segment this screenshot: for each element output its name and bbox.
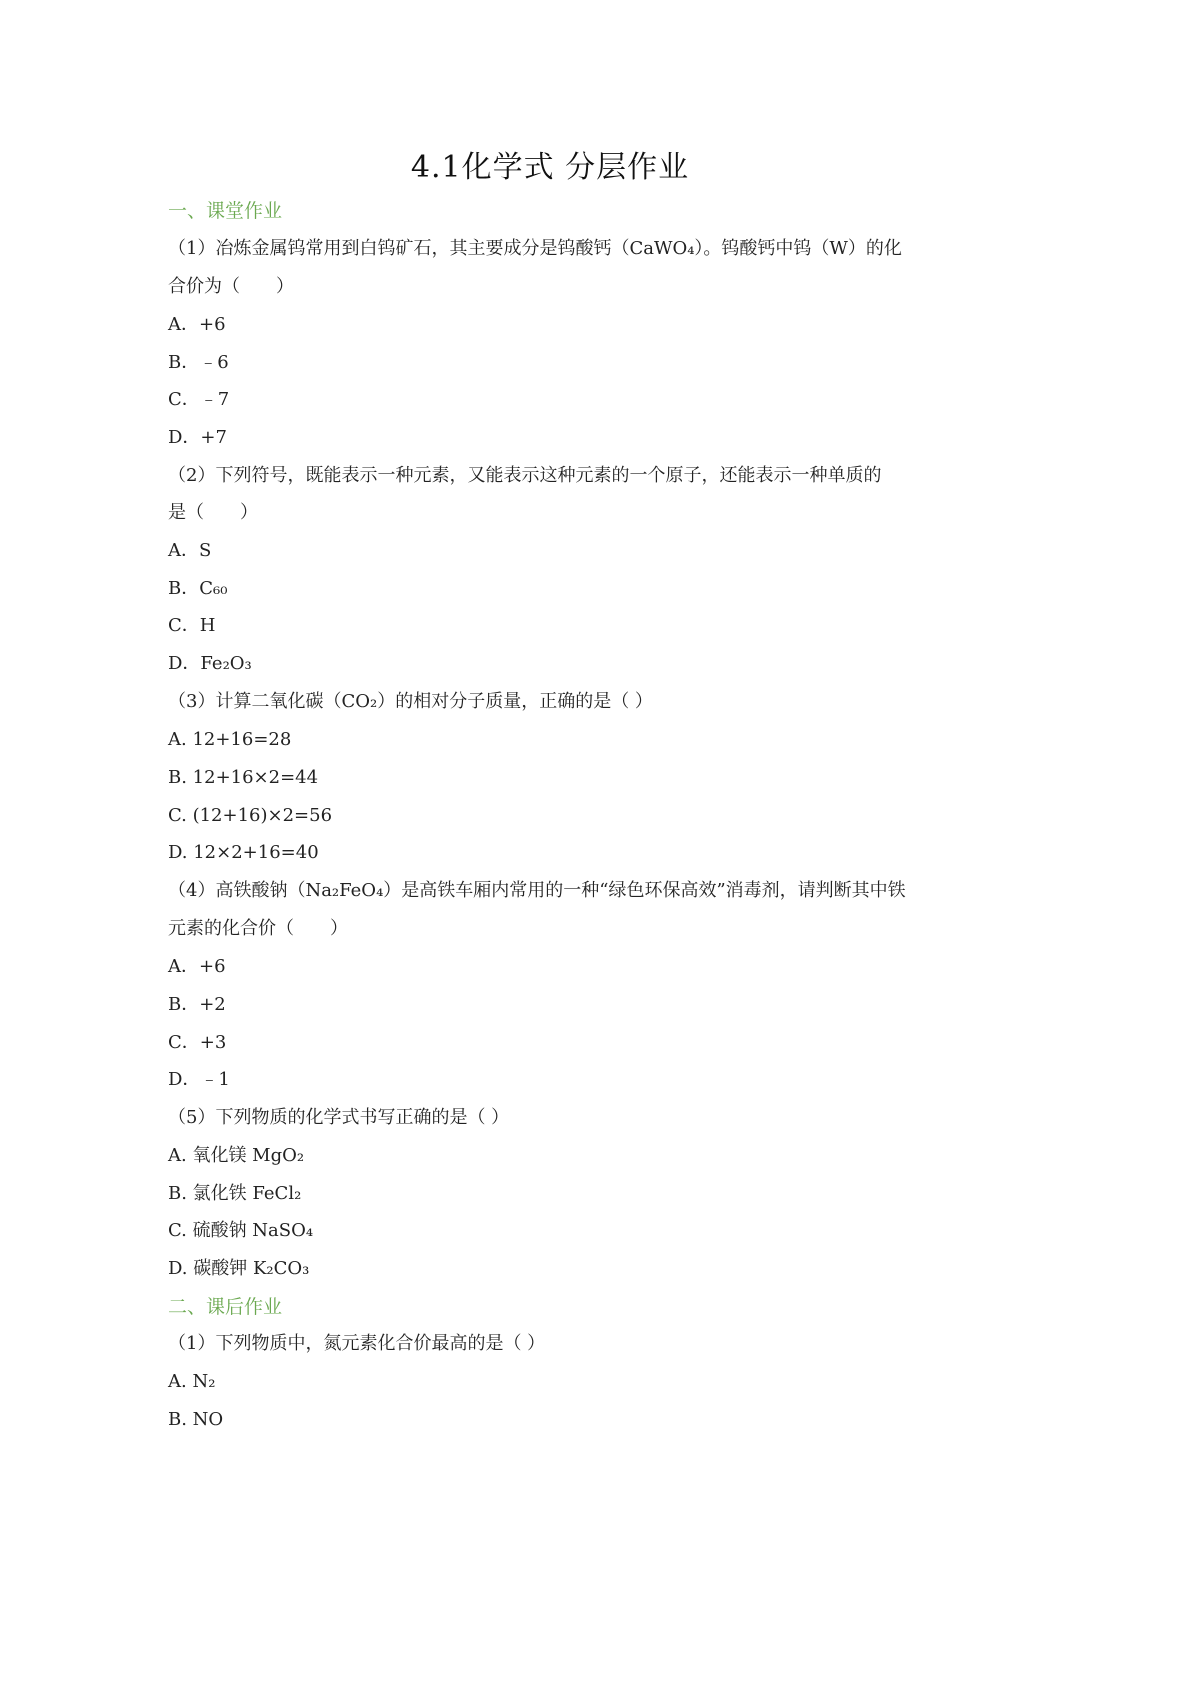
- question-1-option-d: D．+7: [168, 427, 227, 448]
- question-2-stem: （2）下列符号，既能表示一种元素，又能表示这种元素的一个原子，还能表示一种单质的: [168, 465, 882, 486]
- question-3-stem: （3）计算二氧化碳（CO₂）的相对分子质量，正确的是（ ）: [168, 691, 653, 712]
- question-1-stem-cont: 合价为（ ）: [168, 276, 294, 297]
- question-5-option-c: C. 硫酸钠 NaSO₄: [168, 1220, 314, 1241]
- question-4-option-b: B．+2: [168, 994, 226, 1015]
- question-3-option-c: C. (12+16)×2=56: [168, 805, 333, 826]
- question-4-option-d: D．﹣1: [168, 1069, 230, 1090]
- question-2-option-b: B．C₆₀: [168, 578, 228, 599]
- question-4-stem-cont: 元素的化合价（ ）: [168, 918, 348, 939]
- section-heading-class-work: 一、课堂作业: [168, 200, 283, 222]
- question-5-option-b: B. 氯化铁 FeCl₂: [168, 1183, 302, 1204]
- question-5-option-d: D. 碳酸钾 K₂CO₃: [168, 1258, 310, 1279]
- page-title: 4.1化学式 分层作业: [410, 150, 690, 185]
- question-4-option-a: A．+6: [168, 956, 226, 977]
- homework-1-option-a: A. N₂: [168, 1371, 216, 1392]
- homework-1-stem: （1）下列物质中，氮元素化合价最高的是（ ）: [168, 1333, 546, 1354]
- homework-1-option-b: B. NO: [168, 1409, 224, 1430]
- question-4-option-c: C．+3: [168, 1032, 227, 1053]
- question-5-stem: （5）下列物质的化学式书写正确的是（ ）: [168, 1107, 510, 1128]
- question-1-option-b: B．﹣6: [168, 352, 229, 373]
- question-2-option-a: A．S: [168, 540, 212, 561]
- question-2-option-d: D．Fe₂O₃: [168, 653, 252, 674]
- question-1-stem: （1）冶炼金属钨常用到白钨矿石，其主要成分是钨酸钙（CaWO₄）。钨酸钙中钨（W）的化: [168, 238, 902, 259]
- question-3-option-a: A. 12+16=28: [168, 729, 292, 750]
- question-2-option-c: C．H: [168, 615, 216, 636]
- question-5-option-a: A. 氧化镁 MgO₂: [168, 1145, 305, 1166]
- question-1-option-a: A．+6: [168, 314, 226, 335]
- question-3-option-b: B. 12+16×2=44: [168, 767, 319, 788]
- question-1-option-c: C．﹣7: [168, 389, 230, 410]
- question-4-stem: （4）高铁酸钠（Na₂FeO₄）是高铁车厢内常用的一种“绿色环保高效”消毒剂，请判断其中铁: [168, 880, 906, 901]
- question-2-stem-cont: 是（ ）: [168, 502, 258, 523]
- question-3-option-d: D. 12×2+16=40: [168, 842, 319, 863]
- section-heading-after-class-work: 二、课后作业: [168, 1296, 283, 1318]
